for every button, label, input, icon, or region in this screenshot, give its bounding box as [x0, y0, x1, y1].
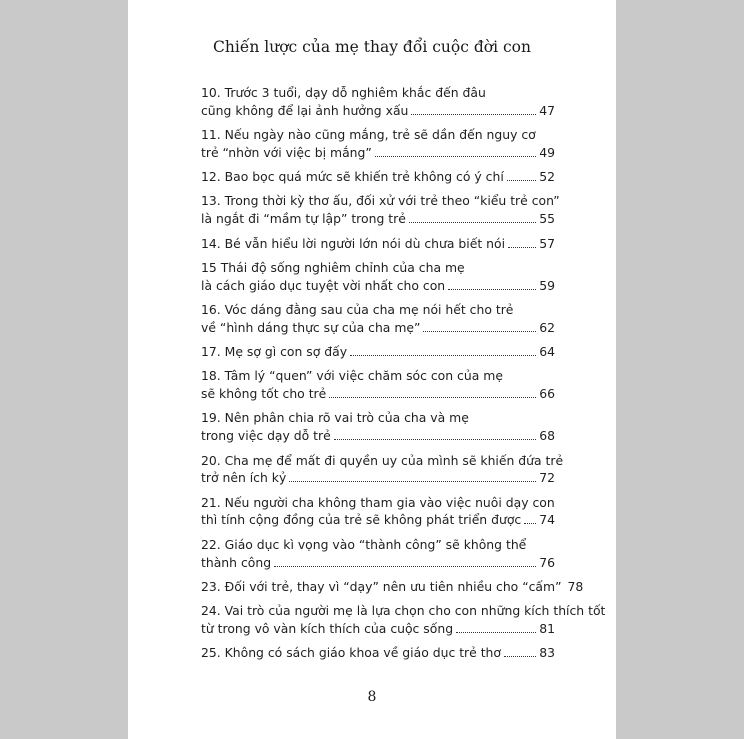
toc-entry [201, 602, 606, 638]
toc-page-number: 72 [539, 470, 555, 486]
toc-entry-text: 10. Trước 3 tuổi, dạy dỗ nghiêm khắc đến đâu [201, 85, 486, 100]
toc-entry [201, 259, 555, 295]
toc-entry-text: 21. Nếu người cha không tham gia vào việc nuôi dạy con [201, 494, 555, 510]
toc-entry-line [201, 385, 555, 403]
toc-entry [201, 494, 555, 530]
dot-leader [411, 102, 536, 115]
toc-entry-line [201, 102, 555, 120]
toc-entry-text: 24. Vai trò của người mẹ là lựa chọn cho con những kích thích tốt [201, 603, 606, 619]
toc-entry [201, 343, 555, 361]
toc-entry-text: 20. Cha mẹ để mất đi quyền uy của mình sẽ khiến đứa trẻ [201, 452, 564, 468]
toc-page-number: 66 [539, 386, 555, 402]
toc-page-number: 68 [539, 428, 555, 444]
toc-entry-text: trong việc dạy dỗ trẻ [201, 428, 331, 444]
dot-leader [289, 469, 536, 482]
toc-entry-line [201, 511, 555, 529]
toc-entry-line [201, 620, 555, 638]
toc-entry-text: cũng không để lại ảnh hưởng xấu [201, 102, 409, 118]
toc-entry-line [201, 84, 555, 102]
toc-entry-text: 19. Nên phân chia rõ vai trò của cha và mẹ [201, 410, 469, 426]
toc-entry-line [201, 578, 584, 596]
toc-entry-text: 18. Tâm lý “quen” với việc chăm sóc con của mẹ [201, 368, 503, 384]
dot-leader [423, 319, 536, 332]
toc-entry-text: 15 Thái độ sống nghiêm chỉnh của cha mẹ [201, 259, 465, 275]
toc-page-number: 55 [539, 211, 555, 227]
toc-entry-text: 22. Giáo dục kì vọng vào “thành công” sẽ không thể [201, 536, 527, 552]
toc-entry-text: 16. Vóc dáng đằng sau của cha mẹ nói hết cho trẻ [201, 301, 514, 317]
toc-entry-text: trẻ “nhờn với việc bị mắng” [201, 144, 372, 160]
toc-entry-line [201, 259, 555, 277]
dot-leader [448, 277, 536, 290]
toc-entry-line [201, 644, 555, 662]
toc-page-number: 74 [539, 512, 555, 528]
toc-entry-text: 14. Bé vẫn hiểu lời người lớn nói dù chưa biết nói [201, 235, 506, 251]
toc-page-number: 59 [539, 277, 555, 293]
toc-entry [201, 409, 555, 445]
toc-page-number: 81 [539, 620, 555, 636]
toc-page-number: 47 [539, 102, 555, 118]
toc-entry [201, 644, 555, 662]
toc-entry [201, 126, 555, 162]
dot-leader [456, 620, 536, 633]
toc-entry-text: thành công [201, 554, 272, 570]
toc-entry [201, 452, 564, 488]
toc-entry-line [201, 469, 555, 487]
toc-page-number: 52 [539, 169, 555, 185]
toc-entry-line [201, 301, 555, 319]
dot-leader [274, 554, 536, 567]
toc-entry-text: 13. Trong thời kỳ thơ ấu, đối xử với trẻ theo “kiểu trẻ con” [201, 193, 560, 209]
toc-entry-text: 12. Bao bọc quá mức sẽ khiến trẻ không có ý chí [201, 169, 504, 185]
dot-leader [508, 235, 536, 248]
toc-entry-line [201, 144, 555, 162]
page-number: 8 [367, 689, 377, 705]
toc-entry-line [201, 235, 555, 253]
toc-entry-text: thì tính cộng đồng của trẻ sẽ không phát triển được [201, 512, 522, 528]
dot-leader [409, 210, 536, 223]
toc-entry-text: từ trong vô vàn kích thích của cuộc sống [201, 620, 454, 636]
dot-leader [329, 385, 536, 398]
toc-entry-text: 25. Không có sách giáo khoa về giáo dục trẻ thơ [201, 645, 501, 661]
toc-entry [201, 168, 555, 186]
toc-entry-text: về “hình dáng thực sự của cha mẹ” [201, 319, 421, 335]
toc-entry-line [201, 319, 555, 337]
toc-entry-line [201, 554, 555, 572]
dot-leader [524, 511, 536, 524]
toc-entry-line [201, 343, 555, 361]
toc-entry-text: 11. Nếu ngày nào cũng mắng, trẻ sẽ dần đến nguy cơ [201, 127, 536, 143]
toc-entry-line [201, 452, 564, 470]
toc-entry-text: là cách giáo dục tuyệt vời nhất cho con [201, 277, 446, 293]
toc-entry-line [201, 210, 555, 228]
dot-leader [504, 644, 536, 657]
toc-entry [201, 367, 555, 403]
toc-entry-line [201, 536, 555, 554]
toc-page-number: 62 [539, 319, 555, 335]
toc-page-number: 49 [539, 144, 555, 160]
dot-leader [507, 168, 536, 181]
toc-entry-line [201, 494, 555, 512]
toc-entry-line [201, 427, 555, 445]
toc-entry [201, 301, 555, 337]
toc-page-number: 78 [567, 578, 584, 594]
toc-entry [201, 192, 560, 228]
page-title: Chiến lược của mẹ thay đổi cuộc đời con [213, 38, 531, 56]
toc-entry-text: 23. Đối với trẻ, thay vì “dạy” nên ưu tiên nhiều cho “cấm” [201, 578, 562, 594]
toc-entry-line [201, 192, 560, 210]
toc-entry [201, 536, 555, 572]
toc-entry-line [201, 367, 555, 385]
toc-entry-text: sẽ không tốt cho trẻ [201, 386, 327, 402]
dot-leader [334, 427, 536, 440]
toc-entry-text: là ngắt đi “mầm tự lập” trong trẻ [201, 211, 406, 227]
toc-entry-line [201, 277, 555, 295]
toc-entry-line [201, 126, 555, 144]
toc-page-number: 76 [539, 554, 555, 570]
toc-entry-line [201, 168, 555, 186]
toc-entry-text: trở nên ích kỷ [201, 470, 287, 486]
table-of-contents [201, 84, 606, 669]
toc-entry [201, 578, 584, 596]
toc-entry [201, 84, 555, 120]
toc-entry-line [201, 409, 555, 427]
toc-page-number: 64 [539, 344, 555, 360]
toc-page-number: 83 [539, 645, 555, 661]
toc-entry [201, 235, 555, 253]
toc-page-number: 57 [539, 235, 555, 251]
dot-leader [375, 144, 536, 157]
toc-entry-line [201, 602, 606, 620]
dot-leader [350, 343, 536, 356]
toc-entry-text: 17. Mẹ sợ gì con sợ đấy [201, 344, 348, 360]
book-page [128, 0, 616, 739]
